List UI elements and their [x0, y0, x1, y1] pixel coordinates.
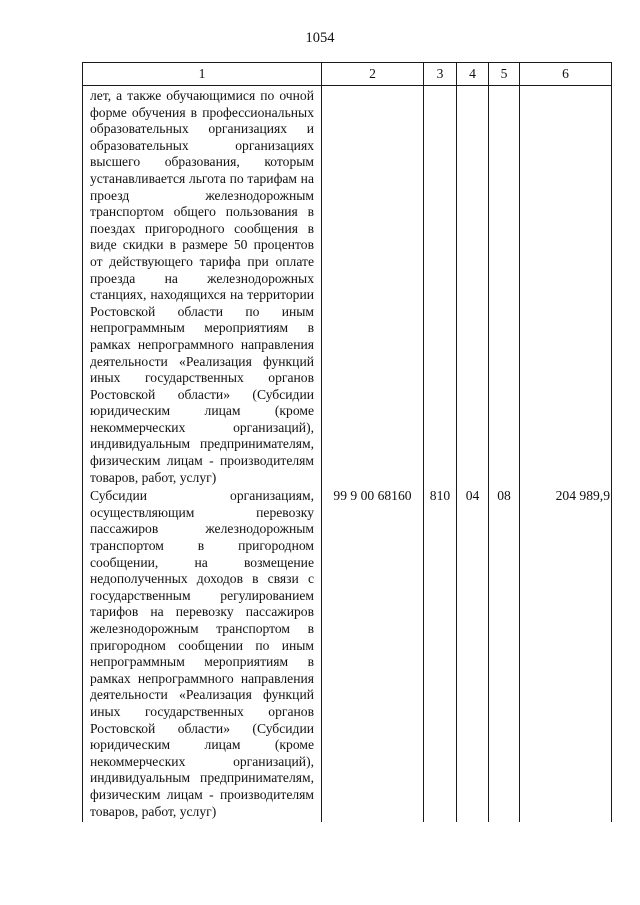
- row-expense-type: [424, 86, 457, 489]
- table-row: [83, 488, 612, 822]
- table-header-row: [83, 63, 612, 86]
- row-description: лет, а также обучающимися по очной форме обучения в профессиональных образовательных организациях и образовательных организациях высшего образования, которым устанавливается льгота по тарифам на проезд железнодорожным транспортом общего пользования в поездах пригородного сообщения в виде скидки в размере 50 процентов от действующего тарифа при оплате проезда на железнодорожных станциях, находящихся на территории Ростовской области по иным непрограммным мероприятиям в рамках непрограммного направления деятельности «Реализация функций иных государственных органов Ростовской области» (Субсидии юридическим лицам (кроме некоммерческих организаций), индивидуальным предпринимателям, физическим лицам - производителям товаров, работ, услуг): [83, 86, 322, 489]
- row-target-code: 99 9 00 68160: [322, 488, 424, 822]
- row-section: [457, 86, 489, 489]
- row-section: 04: [457, 488, 489, 822]
- column-header-4: 4: [457, 63, 489, 86]
- row-subsection: 08: [489, 488, 520, 822]
- column-header-3: 3: [424, 63, 457, 86]
- row-amount: [520, 86, 612, 489]
- budget-table: [82, 62, 612, 822]
- column-header-2: 2: [322, 63, 424, 86]
- column-header-1: 1: [83, 63, 322, 86]
- table-row: [83, 86, 612, 489]
- row-subsection: [489, 86, 520, 489]
- row-amount: 204 989,9: [520, 488, 612, 822]
- row-description: Субсидии организациям, осуществляющим перевозку пассажиров железнодорожным транспортом в пригородном сообщении, на возмещение недополученных доходов в связи с государственным регулированием тарифов на перевозку пассажиров железнодорожным транспортом в пригородном сообщении по иным непрограммным мероприятиям в рамках непрограммного направления деятельности «Реализация функций иных государственных органов Ростовской области» (Субсидии юридическим лицам (кроме некоммерческих организаций), индивидуальным предпринимателям, физическим лицам - производителям товаров, работ, услуг): [83, 488, 322, 822]
- row-expense-type: 810: [424, 488, 457, 822]
- column-header-5: 5: [489, 63, 520, 86]
- page-number: 1054: [305, 30, 335, 46]
- column-header-6: 6: [520, 63, 612, 86]
- row-target-code: [322, 86, 424, 489]
